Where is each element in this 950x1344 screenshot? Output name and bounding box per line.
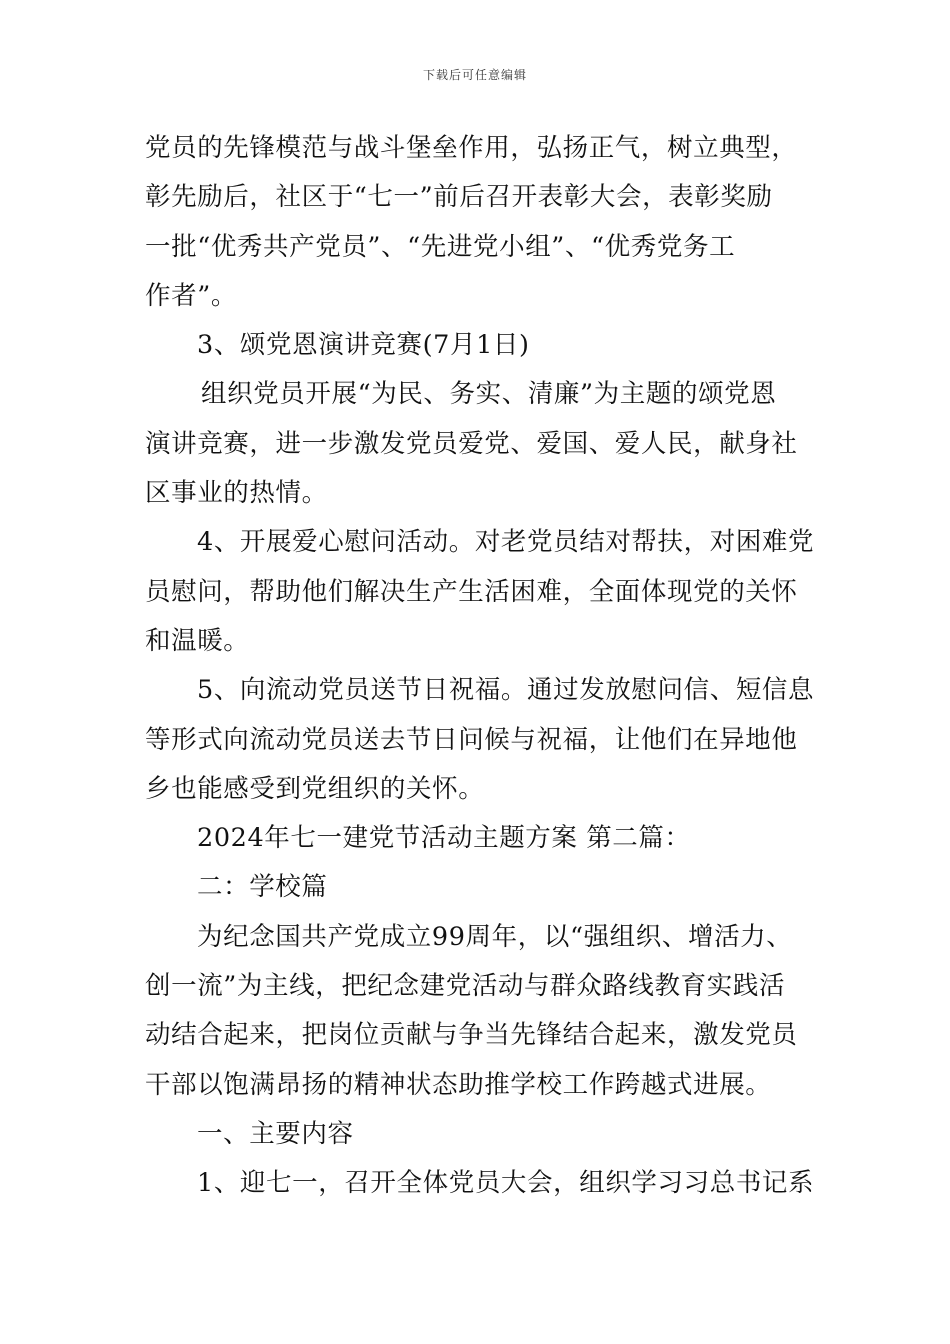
text-line: 员慰问，帮助他们解决生产生活困难，全面体现党的关怀 bbox=[145, 576, 798, 607]
text-line: 4、开展爱心慰问活动。对老党员结对帮扶，对困难党 bbox=[197, 527, 815, 558]
text-line: 彰先励后，社区于“七一”前后召开表彰大会，表彰奖励 bbox=[145, 182, 773, 213]
section-heading: 3、颂党恩演讲竞赛(7月1日) bbox=[197, 330, 530, 361]
text-line: 1、迎七一，召开全体党员大会，组织学习习总书记系 bbox=[197, 1168, 815, 1199]
text-line: 一批“优秀共产党员”、“先进党小组”、“优秀党务工 bbox=[145, 231, 736, 262]
text-line: 创一流”为主线，把纪念建党活动与群众路线教育实践活 bbox=[145, 971, 786, 1002]
section-heading: 一、主要内容 bbox=[197, 1118, 354, 1149]
article-title: 2024年七一建党节活动主题方案 第二篇： bbox=[197, 823, 691, 854]
text-line: 和温暖。 bbox=[145, 625, 250, 656]
section-heading: 二：学校篇 bbox=[197, 872, 328, 903]
text-line: 乡也能感受到党组织的关怀。 bbox=[145, 773, 485, 804]
text-line: 演讲竞赛，进一步激发党员爱党、爱国、爱人民，献身社 bbox=[145, 428, 798, 459]
text-line: 5、向流动党员送节日祝福。通过发放慰问信、短信息 bbox=[197, 675, 815, 706]
text-line: 干部以饱满昂扬的精神状态助推学校工作跨越式进展。 bbox=[145, 1069, 772, 1100]
text-line: 动结合起来，把岗位贡献与争当先锋结合起来，激发党员 bbox=[145, 1020, 798, 1051]
text-line: 作者”。 bbox=[145, 280, 237, 311]
document-body bbox=[145, 124, 815, 1209]
text-line: 等形式向流动党员送去节日问候与祝福，让他们在异地他 bbox=[145, 724, 798, 755]
text-line: 党员的先锋模范与战斗堡垒作用，弘扬正气，树立典型， bbox=[145, 133, 798, 163]
text-line: 为纪念国共产党成立99周年，以“强组织、增活力、 bbox=[197, 921, 793, 952]
page-header-note: 下载后可任意编辑 bbox=[422, 68, 527, 82]
text-line: 组织党员开展“为民、务实、清廉”为主题的颂党恩 bbox=[201, 379, 777, 410]
text-line: 区事业的热情。 bbox=[145, 478, 328, 509]
